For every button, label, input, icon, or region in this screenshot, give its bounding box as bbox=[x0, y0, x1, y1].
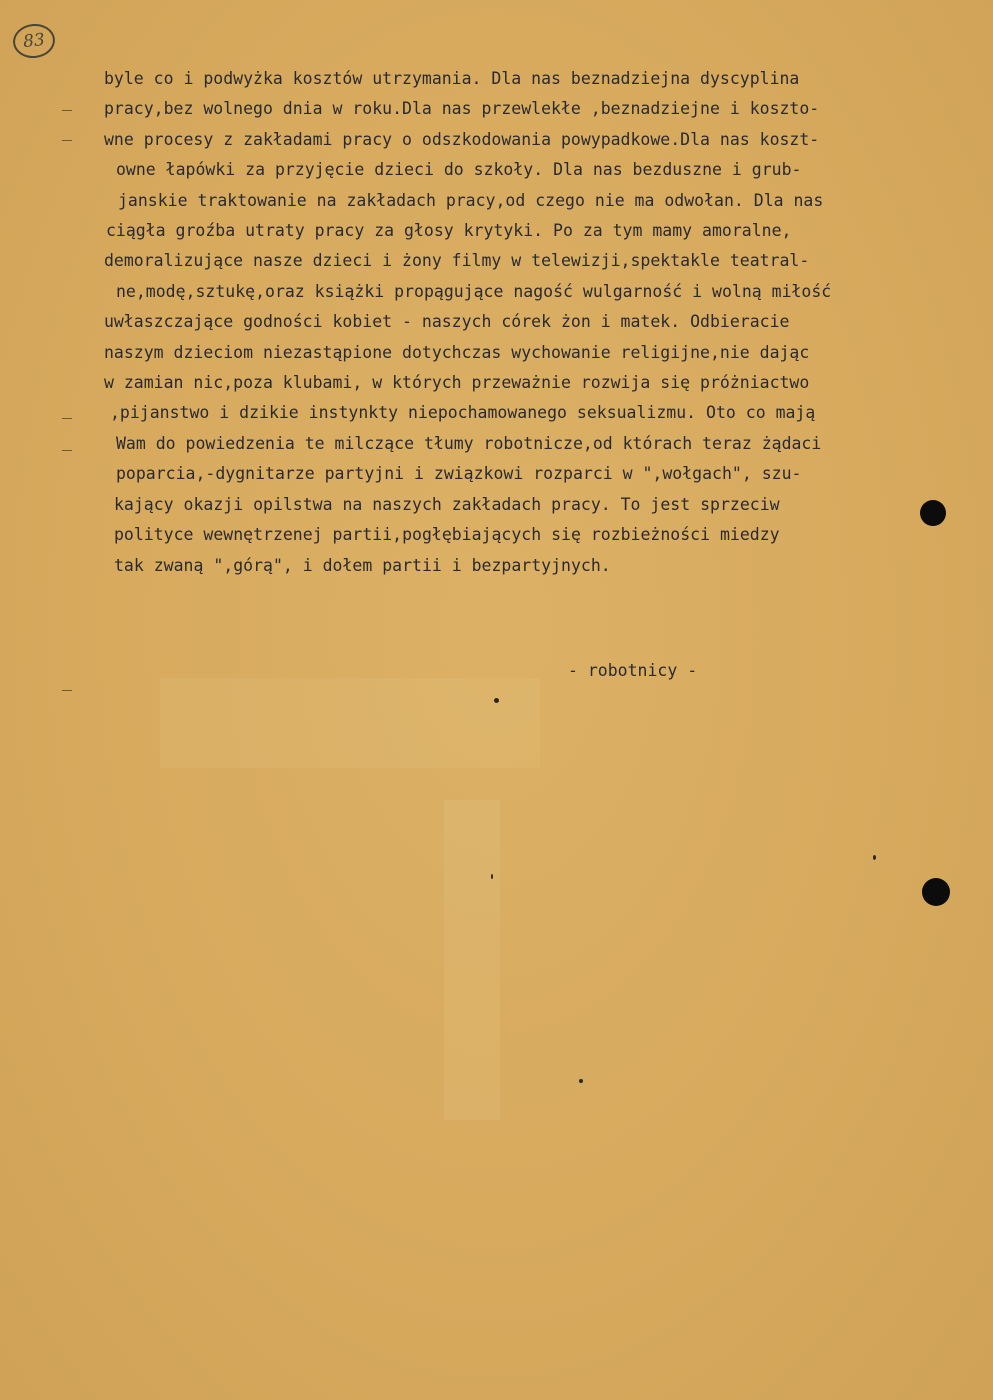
page-number: 83 bbox=[11, 22, 56, 60]
text-line: demoralizujące nasze dzieci i żony filmy w telewizji,spektakle teatral- bbox=[104, 251, 810, 271]
signature: - robotnicy - bbox=[568, 661, 698, 680]
text-line: Wam do powiedzenia te milczące tłumy robotnicze,od którach teraz żądaci bbox=[116, 433, 822, 453]
text-line: tak zwaną ",górą", i dołem partii i bezpartyjnych. bbox=[114, 555, 611, 575]
text-line: w zamian nic,poza klubami, w których przeważnie rozwija się próżniactwo bbox=[104, 373, 810, 393]
ink-speck bbox=[491, 874, 493, 879]
text-line: uwłaszczające godności kobiet - naszych córek żon i matek. Odbieracie bbox=[104, 312, 790, 332]
ink-speck bbox=[873, 855, 876, 860]
text-line: ne,modę,sztukę,oraz książki propągujące nagość wulgarność i wolną miłość bbox=[116, 281, 832, 301]
text-line: pracy,bez wolnego dnia w roku.Dla nas przewlekłe ,beznadziejne i koszto- bbox=[104, 99, 820, 119]
punch-hole bbox=[920, 500, 946, 526]
letter-body bbox=[104, 64, 993, 581]
margin-tick bbox=[62, 690, 72, 691]
margin-tick bbox=[62, 110, 72, 111]
margin-tick bbox=[62, 418, 72, 419]
text-line: naszym dzieciom niezastąpione dotychczas wychowanie religijne,nie dając bbox=[104, 342, 810, 362]
ink-speck bbox=[494, 698, 499, 703]
punch-hole bbox=[922, 878, 950, 906]
text-line: polityce wewnętrzenej partii,pogłębiających się rozbieżności miedzy bbox=[114, 525, 780, 545]
paper-fold-mark bbox=[444, 800, 500, 1120]
text-line: poparcia,-dygnitarze partyjni i związkowi rozparci w ",wołgach", szu- bbox=[116, 464, 802, 484]
margin-tick bbox=[62, 450, 72, 451]
text-line: wne procesy z zakładami pracy o odszkodowania powypadkowe.Dla nas koszt- bbox=[104, 129, 820, 149]
margin-tick bbox=[62, 140, 72, 141]
text-line: ,pijanstwo i dzikie instynkty niepochamowanego seksualizmu. Oto co mają bbox=[110, 403, 816, 423]
text-line: ciągła groźba utraty pracy za głosy krytyki. Po za tym mamy amoralne, bbox=[106, 221, 792, 241]
ink-speck bbox=[579, 1079, 583, 1083]
text-line: byle co i podwyżka kosztów utrzymania. Dla nas beznadziejna dyscyplina bbox=[104, 69, 800, 88]
text-line: kający okazji opilstwa na naszych zakładach pracy. To jest sprzeciw bbox=[114, 494, 780, 514]
text-line: owne łapówki za przyjęcie dzieci do szkoły. Dla nas bezduszne i grub- bbox=[116, 160, 802, 180]
text-line: janskie traktowanie na zakładach pracy,od czego nie ma odwołan. Dla nas bbox=[118, 190, 824, 210]
paper-fold-mark bbox=[160, 678, 540, 768]
